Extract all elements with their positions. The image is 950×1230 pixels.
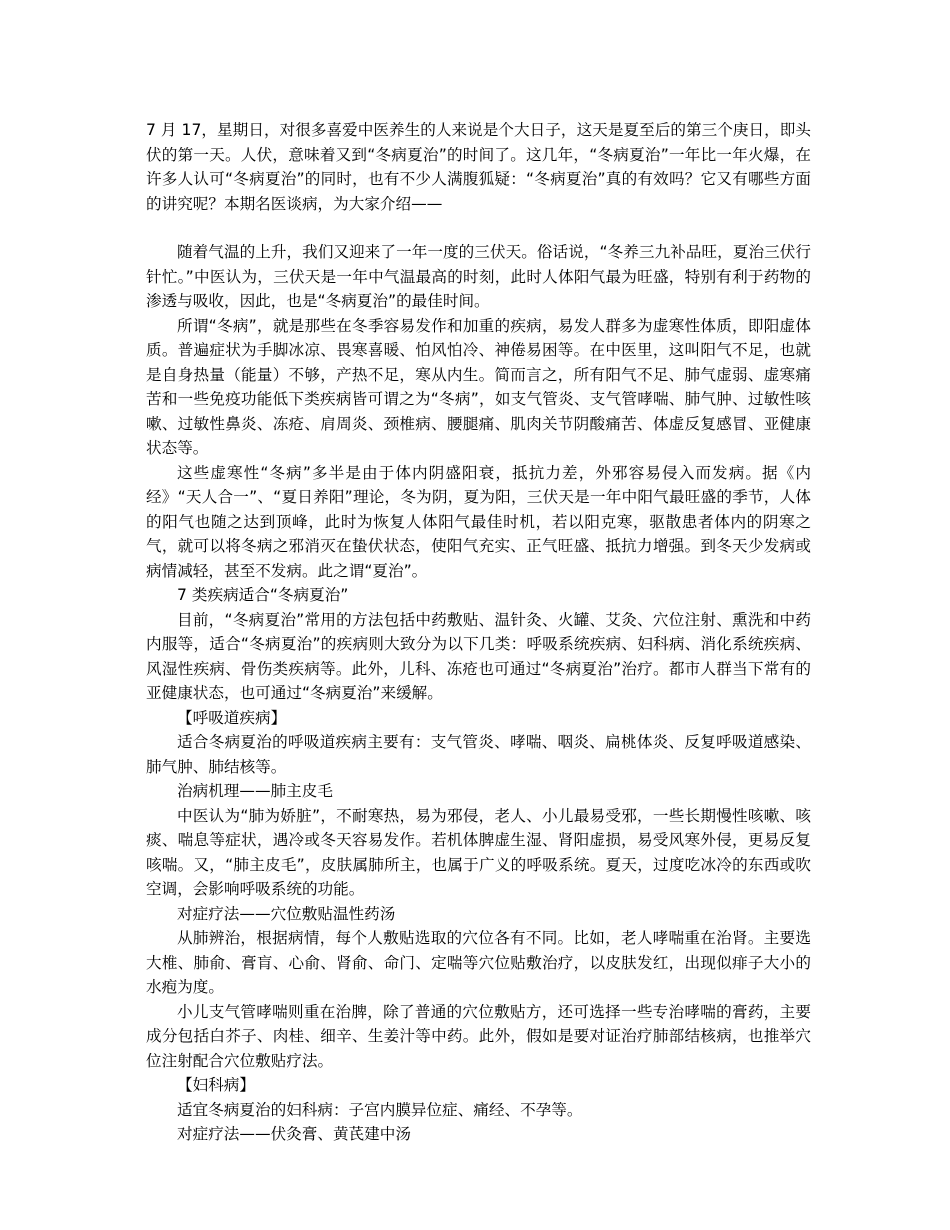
subheading: 治病机理——肺主皮毛: [177, 782, 333, 800]
subsection-heading: 【妇科病】: [177, 1076, 255, 1094]
body-paragraph: 适宜冬病夏治的妇科病：子宫内膜异位症、痛经、不孕等。: [177, 1100, 583, 1119]
body-paragraph: 这些虚寒性“冬病”多半是由于体内阴盛阳衰，抵抗力差，外邪容易侵入而发病。据《内经》“天人合一”、“夏日养阳”理论，冬为阴，夏为阳，三伏天是一年中阳气最旺盛的季节，人体的阳气也随之达到顶峰，此时为恢复人体阳气最佳时机，若以阳克寒，驱散患者体内的阴寒之气，就可以将冬病之邪消灭在蛰伏状态，使阳气充实、正气旺盛、抵抗力增强。到冬天少发病或病情减轻，甚至不发病。此之谓“夏治”。: [146, 463, 811, 580]
subheading: 对症疗法——伏灸膏、黄芪建中汤: [177, 1125, 411, 1143]
intro-paragraph: 7 月 17，星期日，对很多喜爱中医养生的人来说是个大日子，这天是夏至后的第三个庚日，即头伏的第一天。人伏，意味着又到“冬病夏治”的时间了。这几年，“冬病夏治”一年比一年火爆，在许多人认可“冬病夏治”的同时，也有不少人满腹狐疑：“冬病夏治”真的有效吗？它又有哪些方面的讲究呢？本期名医谈病，为大家介绍——: [146, 121, 811, 213]
body-paragraph: 目前，“冬病夏治”常用的方法包括中药敷贴、温针灸、火罐、艾灸、穴位注射、熏洗和中药内服等，适合“冬病夏治”的疾病则大致分为以下几类：呼吸系统疾病、妇科病、消化系统疾病、风湿性疾病、骨伤类疾病等。此外，儿科、冻疮也可通过“冬病夏治”治疗。都市人群当下常有的亚健康状态，也可通过“冬病夏治”来缓解。: [146, 610, 811, 702]
section-heading: 7 类疾病适合“冬病夏治”: [177, 586, 349, 604]
body-paragraph: 适合冬病夏治的呼吸道疾病主要有：支气管炎、哮喘、咽炎、扁桃体炎、反复呼吸道感染、肺气肿、肺结核等。: [146, 733, 811, 776]
article-body: [146, 118, 811, 1147]
body-paragraph: 小儿支气管哮喘则重在治脾，除了普通的穴位敷贴方，还可选择一些专治哮喘的膏药，主要成分包括白芥子、肉桂、细辛、生姜汁等中药。此外，假如是要对证治疗肺部结核病，也推举穴位注射配合穴位敷贴疗法。: [146, 1002, 811, 1070]
body-paragraph: 随着气温的上升，我们又迎来了一年一度的三伏天。俗话说，“冬养三九补品旺，夏治三伏行针忙。”中医认为，三伏天是一年中气温最高的时刻，此时人体阳气最为旺盛，特别有利于药物的渗透与吸收，因此，也是“冬病夏治”的最佳时间。: [146, 243, 811, 310]
subsection-heading: 【呼吸道疾病】: [177, 708, 287, 727]
body-paragraph: 从肺辨治，根据病情，每个人敷贴选取的穴位各有不同。比如，老人哮喘重在治肾。主要选大椎、肺俞、膏肓、心俞、肾俞、命门、定喘等穴位贴敷治疗，以皮肤发红，出现似痱子大小的水疱为度。: [146, 929, 811, 996]
body-paragraph: 中医认为“肺为娇脏”，不耐寒热，易为邪侵，老人、小儿最易受邪，一些长期慢性咳嗽、咳痰、喘息等症状，遇冷或冬天容易发作。若机体脾虚生湿、肾阳虚损，易受风寒外侵，更易反复咳喘。又，“肺主皮毛”，皮肤属肺所主，也属于广义的呼吸系统。夏天，过度吃冰冷的东西或吹空调，会影响呼吸系统的功能。: [146, 806, 811, 898]
subheading: 对症疗法——穴位敷贴温性药汤: [177, 904, 396, 923]
body-paragraph: 所谓“冬病”，就是那些在冬季容易发作和加重的疾病，易发人群多为虚寒性体质，即阳虚体质。普遍症状为手脚冰凉、畏寒喜暖、怕风怕冷、神倦易困等。在中医里，这叫阳气不足，也就是自身热量（能量）不够，产热不足，寒从内生。简而言之，所有阳气不足、肺气虚弱、虚寒痛苦和一些免疫功能低下类疾病皆可谓之为“冬病”，如支气管炎、支气管哮喘、肺气肿、过敏性咳嗽、过敏性鼻炎、冻疮、肩周炎、颈椎病、腰腿痛、肌肉关节阴酸痛苦、体虚反复感冒、亚健康状态等。: [146, 316, 811, 457]
